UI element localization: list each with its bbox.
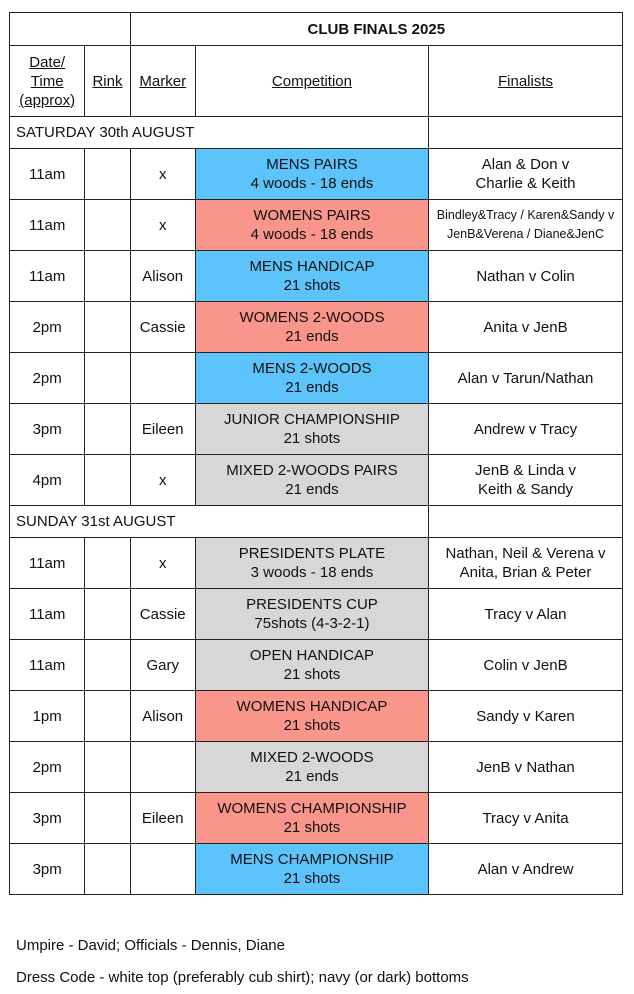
event-finalists xyxy=(429,353,623,404)
event-marker xyxy=(130,742,195,793)
event-rink xyxy=(85,404,130,455)
event-marker: Alison xyxy=(130,691,195,742)
competition-line: 21 ends xyxy=(285,481,339,498)
event-marker: Eileen xyxy=(130,793,195,844)
event-rink xyxy=(85,251,130,302)
event-time: 1pm xyxy=(10,691,85,742)
dress-code-note: Dress Code - white top (preferably cub shirt); navy (or dark) bottoms xyxy=(16,969,469,986)
finalists-line: Nathan v Colin xyxy=(476,267,575,285)
event-marker: x xyxy=(130,455,195,506)
header-date-time xyxy=(10,46,85,117)
event-competition xyxy=(195,691,428,742)
competition-line: WOMENS PAIRS xyxy=(253,207,371,224)
event-finalists xyxy=(429,742,623,793)
competition-line: WOMENS CHAMPIONSHIP xyxy=(217,800,407,817)
competition-line: 21 shots xyxy=(283,819,341,836)
event-finalists xyxy=(429,302,623,353)
table-title: CLUB FINALS 2025 xyxy=(130,13,622,46)
finalists-line: Tracy v Alan xyxy=(484,605,567,623)
event-marker: Cassie xyxy=(130,589,195,640)
event-marker: x xyxy=(130,538,195,589)
event-competition xyxy=(195,742,428,793)
event-time: 2pm xyxy=(10,302,85,353)
finalists-line: Anita, Brian & Peter xyxy=(459,564,592,581)
finalists-line: Tracy v Anita xyxy=(482,809,569,827)
day-header-row xyxy=(10,506,623,538)
day-label: SATURDAY 30th AUGUST xyxy=(10,117,429,149)
event-competition xyxy=(195,640,428,691)
competition-line: PRESIDENTS CUP xyxy=(246,596,378,613)
competition-line: WOMENS HANDICAP xyxy=(236,698,388,715)
event-marker: Alison xyxy=(130,251,195,302)
day-blank-cell xyxy=(429,117,623,149)
event-competition xyxy=(195,149,428,200)
event-row xyxy=(10,793,623,844)
finals-schedule-table xyxy=(9,12,623,895)
finalists-line: Alan v Andrew xyxy=(477,860,574,878)
day-label: SUNDAY 31st AUGUST xyxy=(10,506,429,538)
event-time: 3pm xyxy=(10,404,85,455)
event-time: 4pm xyxy=(10,455,85,506)
event-time: 11am xyxy=(10,640,85,691)
event-competition xyxy=(195,793,428,844)
competition-line: MENS 2-WOODS xyxy=(252,360,372,377)
event-rink xyxy=(85,353,130,404)
event-finalists xyxy=(429,538,623,589)
event-rink xyxy=(85,200,130,251)
event-marker: x xyxy=(130,200,195,251)
event-row xyxy=(10,538,623,589)
day-blank-cell xyxy=(429,506,623,538)
event-row xyxy=(10,589,623,640)
event-time: 11am xyxy=(10,200,85,251)
competition-line: MIXED 2-WOODS xyxy=(250,749,374,766)
event-finalists xyxy=(429,404,623,455)
competition-line: MENS CHAMPIONSHIP xyxy=(230,851,394,868)
competition-line: MENS PAIRS xyxy=(266,156,358,173)
finalists-line: Anita v JenB xyxy=(483,318,568,336)
event-row xyxy=(10,404,623,455)
event-time: 3pm xyxy=(10,844,85,895)
event-finalists xyxy=(429,251,623,302)
competition-line: MIXED 2-WOODS PAIRS xyxy=(226,462,398,479)
event-competition xyxy=(195,589,428,640)
event-rink xyxy=(85,302,130,353)
event-row xyxy=(10,691,623,742)
competition-line: MENS HANDICAP xyxy=(249,258,375,275)
competition-line: 21 shots xyxy=(283,870,341,887)
competition-line: PRESIDENTS PLATE xyxy=(238,545,386,562)
event-row xyxy=(10,353,623,404)
event-competition xyxy=(195,455,428,506)
event-marker: x xyxy=(130,149,195,200)
header-date-line-3: (approx) xyxy=(19,91,76,109)
event-competition xyxy=(195,404,428,455)
header-date-line-2: Time xyxy=(30,72,64,90)
day-header-row xyxy=(10,117,623,149)
finalists-line: Charlie & Keith xyxy=(475,175,576,192)
event-marker: Gary xyxy=(130,640,195,691)
competition-line: 21 ends xyxy=(285,379,339,396)
event-finalists xyxy=(429,200,623,251)
finalists-line: Nathan, Neil & Verena v xyxy=(445,545,606,562)
competition-line: 21 shots xyxy=(283,430,341,447)
competition-line: 4 woods - 18 ends xyxy=(250,175,374,192)
event-row xyxy=(10,302,623,353)
event-time: 11am xyxy=(10,538,85,589)
event-marker: Cassie xyxy=(130,302,195,353)
event-rink xyxy=(85,640,130,691)
competition-line: JUNIOR CHAMPIONSHIP xyxy=(224,411,400,428)
header-finalists: Finalists xyxy=(429,46,623,117)
header-rink: Rink xyxy=(85,46,130,117)
event-rink xyxy=(85,844,130,895)
competition-line: 21 shots xyxy=(283,666,341,683)
event-finalists xyxy=(429,691,623,742)
finalists-line: JenB v Nathan xyxy=(476,758,575,776)
competition-line: 21 ends xyxy=(285,328,339,345)
competition-line: 4 woods - 18 ends xyxy=(250,226,374,243)
event-competition xyxy=(195,353,428,404)
event-marker xyxy=(130,844,195,895)
competition-line: 75shots (4-3-2-1) xyxy=(254,615,370,632)
event-row xyxy=(10,455,623,506)
event-marker: Eileen xyxy=(130,404,195,455)
event-rink xyxy=(85,589,130,640)
event-time: 2pm xyxy=(10,353,85,404)
finalists-line: Andrew v Tracy xyxy=(473,420,578,438)
event-competition xyxy=(195,538,428,589)
event-competition xyxy=(195,200,428,251)
event-rink xyxy=(85,149,130,200)
header-marker: Marker xyxy=(130,46,195,117)
event-time: 11am xyxy=(10,251,85,302)
competition-line: 3 woods - 18 ends xyxy=(250,564,374,581)
event-row xyxy=(10,640,623,691)
finalists-line: Keith & Sandy xyxy=(477,481,574,498)
competition-line: 21 shots xyxy=(283,277,341,294)
event-rink xyxy=(85,691,130,742)
finalists-line: JenB&Verena / Diane&JenC xyxy=(446,227,605,241)
event-row xyxy=(10,742,623,793)
competition-line: 21 ends xyxy=(285,768,339,785)
event-finalists xyxy=(429,589,623,640)
event-finalists xyxy=(429,640,623,691)
event-rink xyxy=(85,793,130,844)
event-finalists xyxy=(429,793,623,844)
finalists-line: JenB & Linda v xyxy=(475,462,576,479)
event-competition xyxy=(195,302,428,353)
finalists-line: Colin v JenB xyxy=(483,656,568,674)
event-row xyxy=(10,844,623,895)
event-row xyxy=(10,149,623,200)
event-time: 3pm xyxy=(10,793,85,844)
header-competition: Competition xyxy=(195,46,428,117)
event-row xyxy=(10,200,623,251)
finalists-line: Bindley&Tracy / Karen&Sandy v xyxy=(436,208,615,222)
event-time: 2pm xyxy=(10,742,85,793)
header-date-line-1: Date/ xyxy=(29,53,66,71)
competition-line: WOMENS 2-WOODS xyxy=(239,309,385,326)
event-finalists xyxy=(429,455,623,506)
event-rink xyxy=(85,538,130,589)
event-rink xyxy=(85,455,130,506)
finalists-line: Alan v Tarun/Nathan xyxy=(457,369,594,387)
title-blank-cell xyxy=(10,13,131,46)
event-finalists xyxy=(429,844,623,895)
officials-note: Umpire - David; Officials - Dennis, Diane xyxy=(16,937,285,954)
finalists-line: Sandy v Karen xyxy=(476,707,575,725)
event-rink xyxy=(85,742,130,793)
event-time: 11am xyxy=(10,149,85,200)
event-competition xyxy=(195,844,428,895)
competition-line: OPEN HANDICAP xyxy=(249,647,375,664)
event-competition xyxy=(195,251,428,302)
event-row xyxy=(10,251,623,302)
finalists-line: Alan & Don v xyxy=(481,156,570,173)
event-finalists xyxy=(429,149,623,200)
event-marker xyxy=(130,353,195,404)
competition-line: 21 shots xyxy=(283,717,341,734)
event-time: 11am xyxy=(10,589,85,640)
